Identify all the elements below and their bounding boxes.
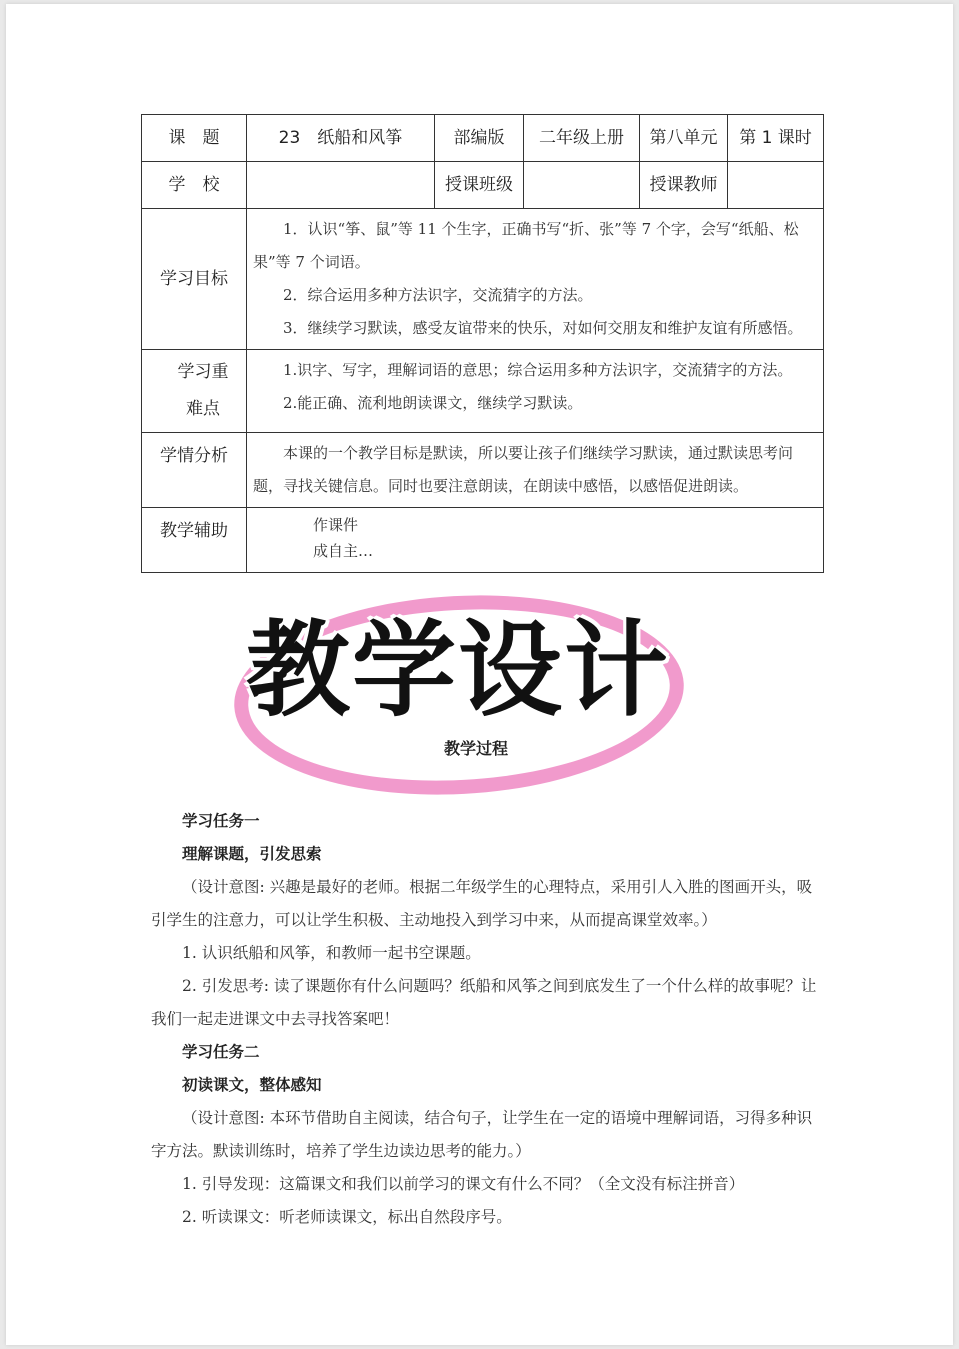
teaching-process bbox=[151, 805, 823, 1234]
design-intent: （设计意图: 本环节借助自主阅读，结合句子，让学生在一定的语境中理解词语，习得多种识字方法。默读训练时，培养了学生边读边思考的能力。） bbox=[151, 1109, 813, 1160]
key-point-item: 2.能正确、流利地朗读课文，继续学习默读。 bbox=[283, 394, 583, 412]
school-value bbox=[247, 162, 435, 209]
table-row bbox=[142, 508, 824, 573]
key-points-content bbox=[247, 350, 824, 433]
goal-item: 2．综合运用多种方法识字，交流猜字的方法。 bbox=[283, 286, 593, 304]
task-step: 2. 引发思考: 读了课题你有什么问题吗？纸船和风筝之间到底发生了一个什么样的故事呢？让我们一起走进课文中去寻找答案吧！ bbox=[151, 977, 817, 1028]
class-label: 授课班级 bbox=[435, 162, 524, 209]
analysis-label: 学情分析 bbox=[142, 433, 247, 508]
process-title: 教学过程 bbox=[444, 739, 509, 758]
aids-line: 成自主… bbox=[253, 542, 374, 560]
aids-label: 教学辅助 bbox=[142, 508, 247, 573]
edition-cell: 部编版 bbox=[435, 115, 524, 162]
task-subtitle: 理解课题，引发思索 bbox=[182, 845, 322, 863]
task-step: 1. 认识纸船和风筝，和教师一起书空课题。 bbox=[182, 944, 481, 962]
document-page bbox=[6, 4, 953, 1345]
class-value bbox=[524, 162, 640, 209]
analysis-content bbox=[247, 433, 824, 508]
key-point-item: 1.识字、写字，理解词语的意思；综合运用多种方法识字，交流猜字的方法。 bbox=[283, 361, 793, 379]
goals-content bbox=[247, 209, 824, 350]
unit-cell: 第八单元 bbox=[640, 115, 728, 162]
grade-cell: 二年级上册 bbox=[524, 115, 640, 162]
design-intent: （设计意图: 兴趣是最好的老师。根据二年级学生的心理特点，采用引人入胜的图画开头，吸引学生的注意力，可以让学生积极、主动地投入到学习中来，从而提高课堂效率。） bbox=[151, 878, 813, 929]
task-step: 1. 引导发现：这篇课文和我们以前学习的课文有什么不同？（全文没有标注拼音） bbox=[182, 1175, 745, 1193]
subject-label: 课 题 bbox=[142, 115, 247, 162]
task-step: 2. 听读课文：听老师读课文，标出自然段序号。 bbox=[182, 1208, 512, 1226]
table-row bbox=[142, 115, 824, 162]
teacher-value bbox=[728, 162, 824, 209]
teacher-label: 授课教师 bbox=[640, 162, 728, 209]
aids-line: 作课件 bbox=[253, 516, 359, 534]
analysis-text: 本课的一个教学目标是默读，所以要让孩子们继续学习默读，通过默读思考问题，寻找关键信息。同时也要注意朗读，在朗读中感悟，以感悟促进朗读。 bbox=[253, 444, 794, 495]
table-row bbox=[142, 350, 824, 433]
table-row bbox=[142, 209, 824, 350]
lesson-info-table bbox=[141, 114, 824, 573]
task-subtitle: 初读课文，整体感知 bbox=[182, 1076, 322, 1094]
table-row bbox=[142, 433, 824, 508]
key-points-label: 学习重难点 bbox=[142, 350, 247, 433]
period-cell: 第 1 课时 bbox=[728, 115, 824, 162]
task-title: 学习任务二 bbox=[182, 1043, 260, 1061]
subject-value: 23 纸船和风筝 bbox=[247, 115, 435, 162]
task-title: 学习任务一 bbox=[182, 812, 260, 830]
goal-item: 1．认识“筝、鼠”等 11 个生字，正确书写“折、张”等 7 个字，会写“纸船、松果”等 7 个词语。 bbox=[253, 220, 799, 271]
goals-label: 学习目标 bbox=[142, 209, 247, 350]
school-label: 学 校 bbox=[142, 162, 247, 209]
goal-item: 3．继续学习默读，感受友谊带来的快乐，对如何交朋友和维护友谊有所感悟。 bbox=[283, 319, 803, 337]
watermark-title: 教学设计 bbox=[246, 609, 671, 731]
table-row bbox=[142, 162, 824, 209]
aids-content bbox=[247, 508, 824, 573]
